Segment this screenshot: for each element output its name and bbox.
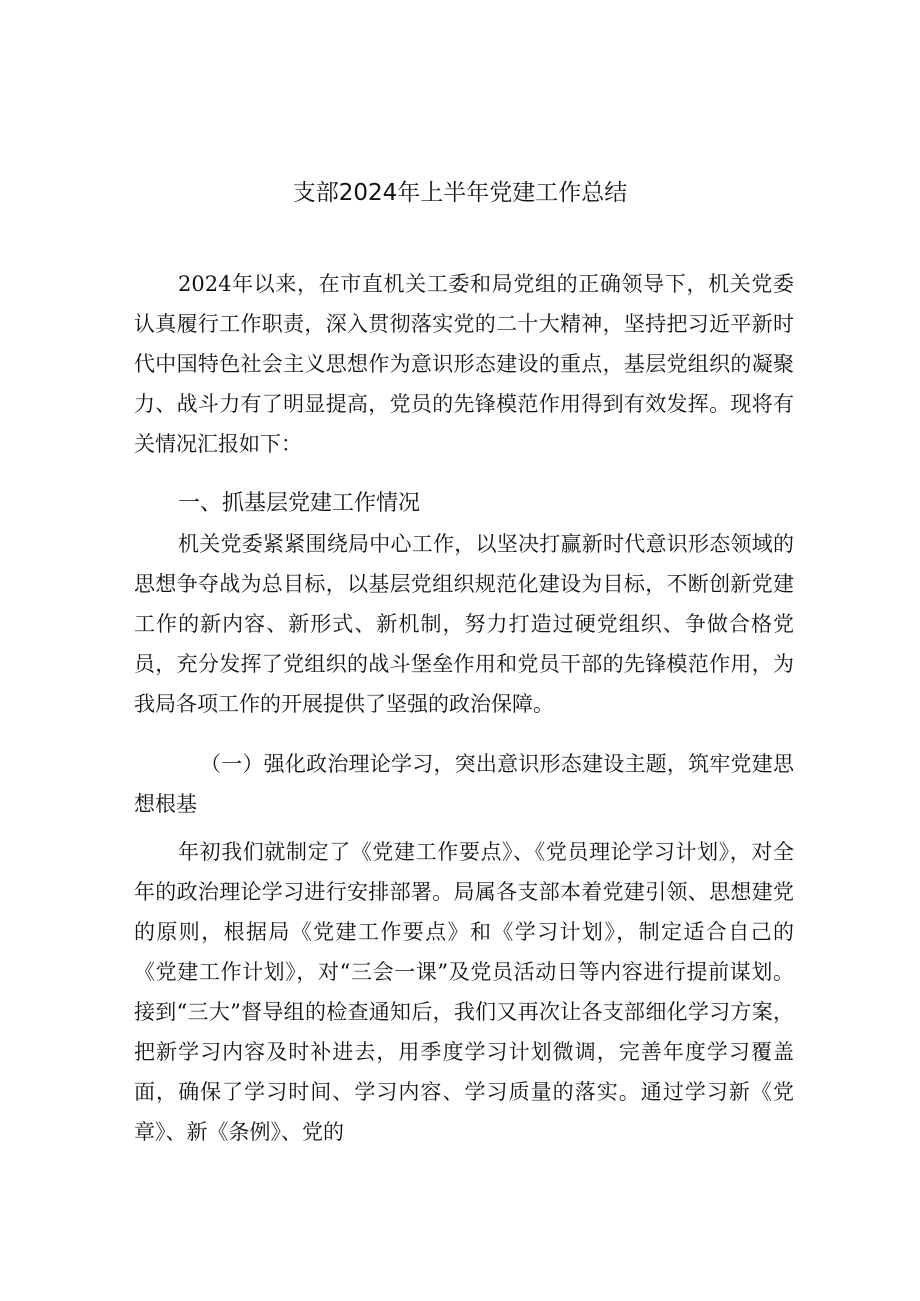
section-1-paragraph: 机关党委紧紧围绕局中心工作，以坚决打赢新时代意识形态领域的思想争夺战为总目标，以基层党组织规范化建设为目标，不断创新党建工作的新内容、新形式、新机制，努力打造过硬党组织、争做合格党员，充分发挥了党组织的战斗堡垒作用和党员干部的先锋模范作用，为我局各项工作的开展提供了坚强的政治保障。 (134, 532, 794, 716)
subsection-1-block (134, 832, 794, 1152)
intro-block (134, 264, 794, 464)
section-1-block (134, 524, 794, 724)
section-heading-1: 一、抓基层党建工作情况 (178, 491, 421, 516)
document-title: 支部2024年上半年党建工作总结 (292, 180, 628, 206)
subsection-1-paragraph: 年初我们就制定了《党建工作要点》、《党员理论学习计划》，对全年的政治理论学习进行安排部署。局属各支部本着党建引领、思想建党的原则，根据局《党建工作要点》和《学习计划》，制定适合自己的《党建工作计划》，对“三会一课”及党员活动日等内容进行提前谋划。接到“三大”督导组的检查通知后，我们又再次让各支部细化学习方案，把新学习内容及时补进去，用季度学习计划微调，完善年度学习覆盖面，确保了学习时间、学习内容、学习质量的落实。通过学习新《党章》、新《条例》、党的 (134, 840, 794, 1144)
intro-paragraph: 2024年以来，在市直机关工委和局党组的正确领导下，机关党委认真履行工作职责，深入贯彻落实党的二十大精神，坚持把习近平新时代中国特色社会主义思想作为意识形态建设的重点，基层党组织的凝聚力、战斗力有了明显提高，党员的先锋模范作用得到有效发挥。现将有关情况汇报如下： (134, 272, 794, 456)
subsection-heading-1: （一）强化政治理论学习，突出意识形态建设主题，筑牢党建思想根基 (134, 752, 794, 816)
